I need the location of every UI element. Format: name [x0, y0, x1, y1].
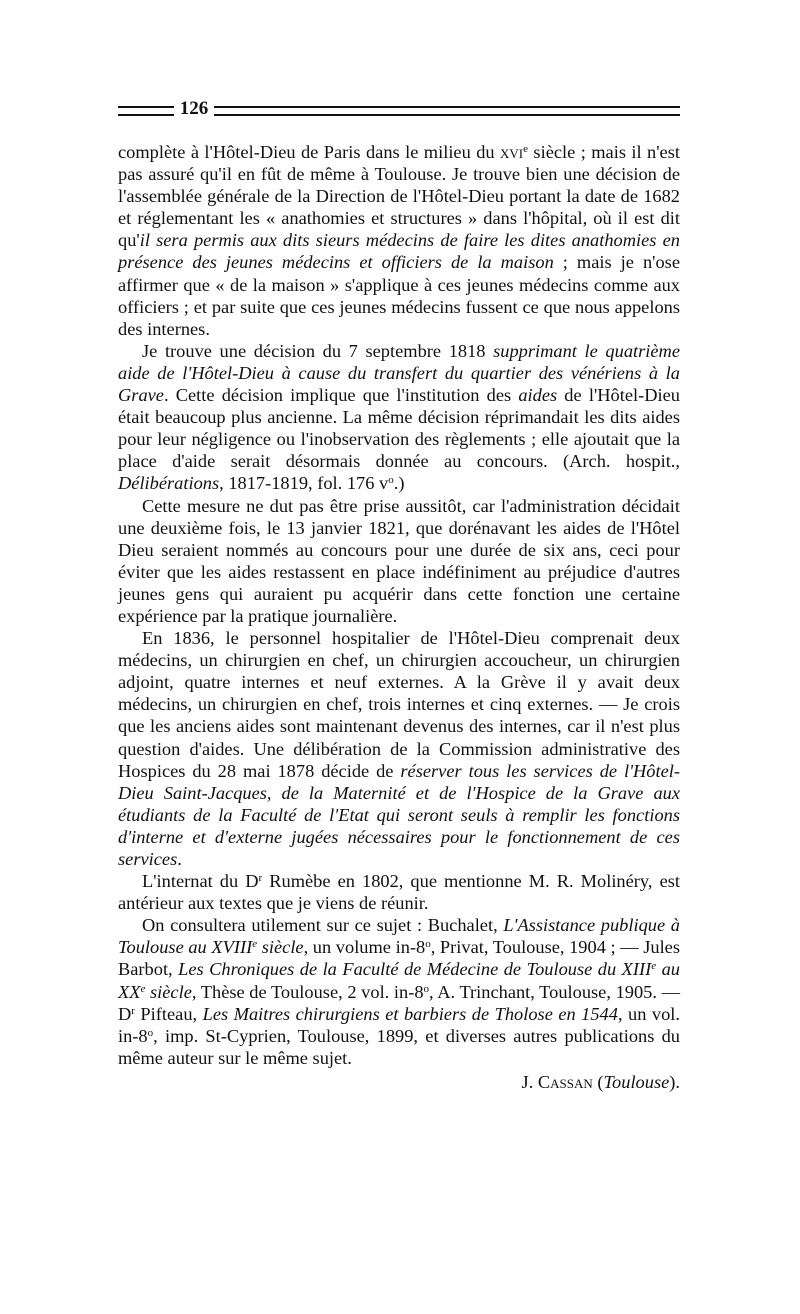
text-run: , un vol. in-8 — [118, 1003, 680, 1046]
text-run: e — [252, 938, 258, 951]
text-run: xvi — [500, 142, 524, 162]
paragraph-4 — [118, 627, 680, 870]
text-run: , Thèse de Toulouse, 2 vol. in-8 — [191, 981, 424, 1002]
text-run: réserver tous les services de l'Hôtel-Dieu Saint-Jacques, de la Maternité et de l'Hospice de la Grave aux étudiants de la Faculté de l'Etat qui seront seuls à remplir les fonctions d'interne et d'externe jugées nécessaires pour le fonctionnement de ces services — [118, 760, 680, 869]
signature-place: Toulouse — [603, 1071, 670, 1092]
text-run: . — [177, 849, 182, 869]
text-run: Délibérations — [118, 473, 220, 494]
paragraph-1 — [118, 141, 680, 340]
text-run: siècle — [145, 981, 192, 1002]
text-run: de l'Hôtel-Dieu était beaucoup plus ancienne. La même décision réprimandait les dits aides pour leur négligence ou l'inobservation des règlements ; elle ajoutait que la place d'aide serait désormais donnée au concours. (Arch. hospit., — [118, 385, 680, 472]
signature-author: J. Cassan — [521, 1071, 593, 1092]
text-run: o — [388, 474, 394, 487]
text-run: , imp. St-Cyprien, Toulouse, 1899, et diverses autres publications du même auteur sur le même sujet. — [118, 1025, 680, 1068]
text-run: Pifteau, — [134, 1003, 203, 1024]
text-run: o — [423, 982, 430, 995]
text-run: aides — [518, 385, 558, 406]
text-run: .) — [393, 473, 405, 494]
paragraph-2 — [118, 340, 680, 495]
body-text — [118, 141, 680, 1093]
header-rule-left — [118, 106, 174, 116]
text-run: o — [425, 938, 431, 951]
text-run: siècle ; mais il n'est pas assuré qu'il en fût de même à Toulouse. Je trouve bien une décision de l'assemblée générale de la Direction de l'Hôtel-Dieu portant la date de 1682 et réglementant les « anathomies et structures » dans l'hôpital, où il est dit qu' — [118, 142, 680, 251]
text-run: e — [523, 143, 529, 155]
text-run: Je trouve une décision du 7 septembre 1818 — [142, 340, 494, 361]
text-run: complète à l'Hôtel-Dieu de Paris dans le milieu du — [118, 142, 501, 162]
text-run: siècle — [257, 937, 304, 958]
text-run: Cette mesure ne dut pas être prise aussitôt, car l'administration décidait une deuxième fois, le 13 janvier 1821, que dorénavant les aides de l'Hôtel Dieu seraient nommés au concours pour une durée de six ans, ceci pour éviter que les aides restassent en place indéfiniment au préjudice d'autres jeunes gens qui auraient pu acquérir dans cette fonction une certaine expérience par la pratique journalière. — [118, 495, 680, 626]
text-run: L'Assistance publique à Toulouse au XVIII — [118, 915, 680, 958]
text-run: Rumèbe en 1802, que mentionne M. R. Molinéry, est antérieur aux textes que je viens de réunir. — [118, 871, 680, 914]
text-run: Les Maitres chirurgiens et barbiers de Tholose en 1544 — [202, 1003, 618, 1024]
text-run: e — [140, 982, 146, 995]
text-run: En 1836, le personnel hospitalier de l'Hôtel-Dieu comprenait deux médecins, un chirurgien en chef, un chirurgien accoucheur, un chirurgien adjoint, quatre internes et neuf externes. A la Grève il y avait deux médecins, un chirurgien en chef, trois internes et cinq externes. — Je crois que les anciens aides sont maintenant devenus des internes, car il n'est plus question d'aides. Une délibération de la Commission administrative des Hospices du 28 mai 1878 décide de — [118, 628, 680, 781]
page-header — [118, 98, 680, 122]
text-run: . Cette décision implique que l'institution des — [163, 385, 519, 406]
paragraph-5 — [118, 870, 680, 914]
text-run: r — [258, 872, 263, 885]
text-run: au XX — [118, 959, 680, 1002]
text-run: L'internat du D — [142, 871, 259, 892]
paragraph-6 — [118, 914, 680, 1069]
text-run: supprimant le quatrième aide de l'Hôtel-Dieu à cause du transfert du quartier des vénériens à la Grave — [118, 340, 680, 406]
text-run: , 1817-1819, fol. 176 v — [219, 473, 389, 494]
text-run: il sera permis aux dits sieurs médecins de faire les dites anathomies en présence des jeunes médecins et officiers de la maison — [118, 230, 680, 273]
text-run: , A. Trinchant, Toulouse, 1905. — D — [118, 981, 680, 1024]
text-run: Les Chroniques de la Faculté de Médecine de Toulouse du XIII — [178, 959, 652, 980]
text-run: o — [147, 1026, 154, 1039]
text-run: ; mais je n'ose affirmer que « de la maison » s'applique à ces jeunes médecins comme aux officiers ; et par suite que ces jeunes médecins fussent ce que nous appelons des internes. — [118, 252, 680, 339]
text-run: On consultera utilement sur ce sujet : Buchalet, — [142, 915, 504, 936]
text-run: , Privat, Toulouse, 1904 ; — Jules Barbot, — [118, 937, 681, 980]
header-rule-right — [214, 106, 680, 116]
text-run: e — [651, 960, 657, 973]
page-number: 126 — [179, 98, 209, 119]
paragraph-3 — [118, 495, 680, 628]
text-run: r — [131, 1004, 135, 1017]
signature: J. Cassan (Toulouse). — [521, 1071, 680, 1092]
text-run: , un volume in-8 — [303, 937, 426, 958]
